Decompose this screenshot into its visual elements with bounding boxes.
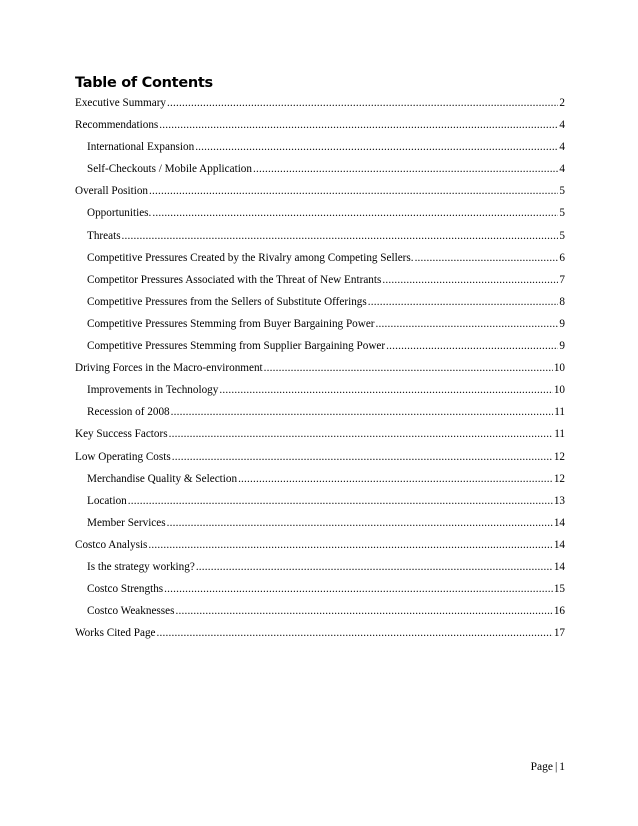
toc-dot-leader bbox=[152, 202, 558, 224]
footer-page-number: 1 bbox=[559, 761, 565, 773]
toc-entry[interactable] bbox=[75, 490, 565, 512]
toc-entry-page-number: 11 bbox=[554, 428, 565, 441]
toc-dot-leader bbox=[169, 423, 554, 445]
toc-entry-page-number: 17 bbox=[553, 627, 565, 640]
toc-entry-page-number: 7 bbox=[559, 273, 565, 286]
toc-entry-page-number: 8 bbox=[559, 295, 565, 308]
toc-entry-label: Merchandise Quality & Selection bbox=[87, 472, 238, 485]
toc-dot-leader bbox=[219, 379, 552, 401]
toc-entry-page-number: 2 bbox=[559, 97, 565, 109]
toc-entry[interactable] bbox=[75, 313, 565, 335]
toc-entry-page-number: 13 bbox=[553, 494, 565, 507]
toc-dot-leader bbox=[264, 357, 553, 379]
toc-entry-label: Competitive Pressures Created by the Rivalry among Competing Sellers. bbox=[87, 251, 414, 264]
toc-entry-label: Member Services bbox=[87, 516, 166, 529]
toc-entry-label: Competitor Pressures Associated with the Threat of New Entrants bbox=[87, 273, 382, 286]
toc-entry[interactable] bbox=[75, 578, 565, 600]
toc-entry-label: Costco Strengths bbox=[87, 583, 164, 596]
toc-entry-page-number: 9 bbox=[559, 340, 565, 353]
toc-entry-label: Competitive Pressures Stemming from Buyer Bargaining Power bbox=[87, 317, 375, 330]
toc-entry-label: Improvements in Technology bbox=[87, 384, 219, 397]
toc-entry[interactable] bbox=[75, 158, 565, 180]
toc-entry[interactable] bbox=[75, 512, 565, 534]
toc-entry[interactable] bbox=[75, 291, 565, 313]
toc-dot-leader bbox=[382, 269, 558, 291]
toc-dot-leader bbox=[149, 180, 558, 202]
toc-entry-page-number: 5 bbox=[559, 185, 565, 198]
toc-entry-page-number: 6 bbox=[559, 251, 565, 264]
toc-entry[interactable] bbox=[75, 92, 565, 114]
footer-separator: | bbox=[554, 761, 558, 773]
toc-entry[interactable] bbox=[75, 335, 565, 357]
toc-dot-leader bbox=[238, 468, 553, 490]
toc-entry[interactable] bbox=[75, 225, 565, 247]
toc-dot-leader bbox=[157, 622, 553, 644]
toc-dot-leader bbox=[253, 158, 558, 180]
toc-entry-page-number: 5 bbox=[559, 229, 565, 242]
toc-entry[interactable] bbox=[75, 534, 565, 556]
toc-entry[interactable] bbox=[75, 180, 565, 202]
toc-dot-leader bbox=[376, 313, 559, 335]
page-footer bbox=[531, 760, 565, 774]
toc-entry-label: Recommendations bbox=[75, 119, 159, 132]
toc-entry-label: Threats bbox=[87, 229, 121, 242]
toc-entry[interactable] bbox=[75, 622, 565, 644]
toc-entry-label: Opportunities. bbox=[87, 207, 152, 220]
toc-entry-label: Self-Checkouts / Mobile Application bbox=[87, 163, 252, 176]
toc-entry-page-number: 14 bbox=[553, 538, 565, 551]
toc-dot-leader bbox=[164, 578, 553, 600]
toc-entry-label: Driving Forces in the Macro-environment bbox=[75, 362, 263, 375]
toc-entry[interactable] bbox=[75, 401, 565, 423]
toc-entry[interactable] bbox=[75, 600, 565, 622]
toc-entry-label: Executive Summary bbox=[75, 97, 167, 109]
toc-dot-leader bbox=[196, 556, 553, 578]
toc-entry-label: International Expansion bbox=[87, 141, 195, 154]
toc-entry[interactable] bbox=[75, 423, 565, 445]
toc-dot-leader bbox=[167, 512, 553, 534]
toc-entry[interactable] bbox=[75, 114, 565, 136]
toc-entry-page-number: 14 bbox=[553, 560, 565, 573]
toc-dot-leader bbox=[415, 247, 559, 269]
toc-dot-leader bbox=[171, 401, 554, 423]
toc-dot-leader bbox=[368, 291, 559, 313]
toc-entry-page-number: 5 bbox=[559, 207, 565, 220]
toc-entry-label: Competitive Pressures from the Sellers of Substitute Offerings bbox=[87, 295, 367, 308]
toc-entry-page-number: 9 bbox=[559, 317, 565, 330]
toc-dot-leader bbox=[122, 225, 559, 247]
toc-entry[interactable] bbox=[75, 357, 565, 379]
toc-entry-page-number: 12 bbox=[553, 472, 565, 485]
toc-entry[interactable] bbox=[75, 556, 565, 578]
toc-dot-leader bbox=[386, 335, 558, 357]
toc-entry-label: Key Success Factors bbox=[75, 428, 168, 441]
toc-entry-label: Costco Analysis bbox=[75, 538, 148, 551]
toc-entry-label: Is the strategy working? bbox=[87, 560, 195, 573]
toc-entry[interactable] bbox=[75, 446, 565, 468]
toc-entry-page-number: 10 bbox=[553, 362, 565, 375]
footer-page-label: Page bbox=[530, 761, 553, 773]
toc-dot-leader bbox=[159, 114, 558, 136]
toc-entry-page-number: 12 bbox=[553, 450, 565, 463]
toc-entry-label: Works Cited Page bbox=[75, 627, 156, 640]
toc-entry-page-number: 11 bbox=[554, 406, 565, 419]
toc-entry-label: Competitive Pressures Stemming from Supplier Bargaining Power bbox=[87, 340, 386, 353]
toc-entry-label: Location bbox=[87, 494, 127, 507]
toc-dot-leader bbox=[175, 600, 552, 622]
toc-entry[interactable] bbox=[75, 269, 565, 291]
toc-list bbox=[75, 92, 565, 644]
toc-dot-leader bbox=[195, 136, 558, 158]
toc-entry-label: Low Operating Costs bbox=[75, 450, 171, 463]
toc-heading: Table of Contents bbox=[75, 75, 213, 91]
toc-dot-leader bbox=[172, 446, 553, 468]
toc-entry-label: Costco Weaknesses bbox=[87, 605, 175, 618]
toc-dot-leader bbox=[167, 92, 558, 114]
toc-entry-page-number: 15 bbox=[553, 583, 565, 596]
toc-entry-page-number: 4 bbox=[559, 119, 565, 132]
toc-entry-page-number: 4 bbox=[559, 141, 565, 154]
toc-dot-leader bbox=[148, 534, 552, 556]
toc-entry[interactable] bbox=[75, 247, 565, 269]
toc-entry-page-number: 4 bbox=[559, 163, 565, 176]
toc-entry-label: Recession of 2008 bbox=[87, 406, 170, 419]
toc-entry[interactable] bbox=[75, 202, 565, 224]
toc-entry-page-number: 14 bbox=[553, 516, 565, 529]
toc-dot-leader bbox=[128, 490, 553, 512]
toc-entry-page-number: 16 bbox=[553, 605, 565, 618]
toc-entry[interactable] bbox=[75, 468, 565, 490]
toc-entry-page-number: 10 bbox=[553, 384, 565, 397]
toc-entry[interactable] bbox=[75, 379, 565, 401]
toc-entry[interactable] bbox=[75, 136, 565, 158]
toc-entry-label: Overall Position bbox=[75, 185, 149, 198]
